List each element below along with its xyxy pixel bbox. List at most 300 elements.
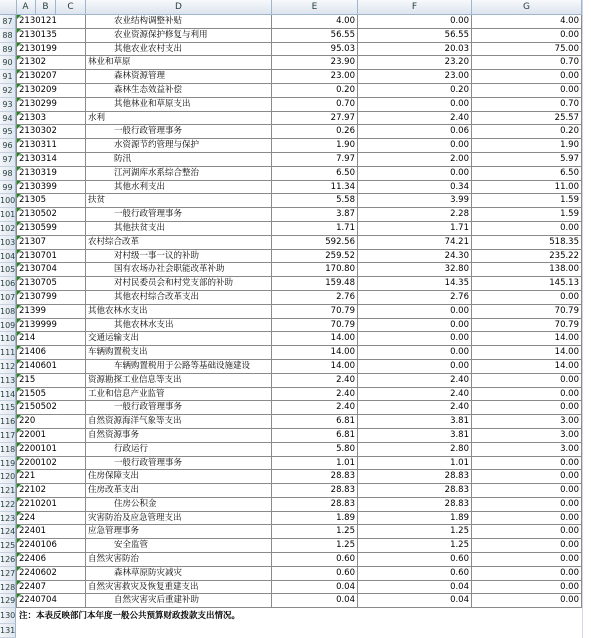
project-cell[interactable]: 3.00 — [472, 429, 582, 443]
code-cell[interactable]: 2130199 — [16, 43, 86, 57]
row-number[interactable]: 104 — [0, 250, 16, 264]
basic-cell[interactable]: 56.55 — [358, 29, 472, 43]
row-number[interactable]: 102 — [0, 222, 16, 236]
total-cell[interactable]: 2.40 — [272, 401, 358, 415]
project-cell[interactable]: 25.57 — [472, 112, 582, 126]
basic-cell[interactable]: 0.60 — [358, 567, 472, 581]
table-row — [0, 84, 591, 98]
name-cell[interactable]: 扶贫 — [86, 194, 272, 208]
basic-cell[interactable]: 0.00 — [358, 360, 472, 374]
project-cell[interactable]: 0.00 — [472, 539, 582, 553]
basic-cell[interactable]: 14.35 — [358, 277, 472, 291]
table-row — [0, 443, 591, 457]
name-cell[interactable]: 森林生态效益补偿 — [86, 84, 272, 98]
table-row — [0, 594, 591, 608]
code-cell[interactable]: 21302 — [16, 56, 86, 70]
project-cell[interactable]: 70.79 — [472, 319, 582, 333]
code-cell[interactable]: 2130121 — [16, 15, 86, 29]
code-cell[interactable]: 221 — [16, 470, 86, 484]
code-cell[interactable]: 2130311 — [16, 139, 86, 153]
total-cell[interactable]: 70.79 — [272, 319, 358, 333]
row-number[interactable]: 109 — [0, 319, 16, 333]
table-row — [0, 236, 591, 250]
row-number[interactable]: 126 — [0, 553, 16, 567]
project-cell[interactable]: 0.00 — [472, 84, 582, 98]
name-cell[interactable]: 林业和草原 — [86, 56, 272, 70]
code-cell[interactable]: 2130701 — [16, 250, 86, 264]
name-cell[interactable]: 其他农业农村支出 — [86, 43, 272, 57]
name-cell[interactable]: 森林资源管理 — [86, 70, 272, 84]
code-cell[interactable]: 2130299 — [16, 98, 86, 112]
project-cell[interactable]: 0.00 — [472, 222, 582, 236]
total-cell[interactable]: 0.04 — [272, 594, 358, 608]
name-cell[interactable]: 交通运输支出 — [86, 332, 272, 346]
project-cell[interactable]: 0.00 — [472, 581, 582, 595]
basic-cell[interactable]: 0.00 — [358, 305, 472, 319]
basic-cell[interactable]: 2.28 — [358, 208, 472, 222]
table-row — [0, 70, 591, 84]
basic-cell[interactable]: 2.76 — [358, 291, 472, 305]
total-cell[interactable]: 3.87 — [272, 208, 358, 222]
basic-cell[interactable]: 0.04 — [358, 594, 472, 608]
project-cell[interactable]: 14.00 — [472, 332, 582, 346]
row-number[interactable]: 121 — [0, 484, 16, 498]
basic-cell[interactable]: 0.00 — [358, 15, 472, 29]
project-cell[interactable]: 0.00 — [472, 594, 582, 608]
basic-cell[interactable]: 3.81 — [358, 429, 472, 443]
project-cell[interactable]: 235.22 — [472, 250, 582, 264]
basic-cell[interactable]: 0.00 — [358, 98, 472, 112]
name-cell[interactable]: 农村综合改革 — [86, 236, 272, 250]
total-cell[interactable]: 2.40 — [272, 388, 358, 402]
name-cell[interactable]: 应急管理事务 — [86, 525, 272, 539]
column-header-g[interactable]: G — [472, 0, 582, 14]
row-number[interactable]: 129 — [0, 594, 16, 608]
row-number[interactable]: 125 — [0, 539, 16, 553]
code-cell[interactable]: 22102 — [16, 484, 86, 498]
row-number[interactable]: 106 — [0, 277, 16, 291]
table-row — [0, 539, 591, 553]
table-row — [0, 112, 591, 126]
row-number[interactable]: 90 — [0, 56, 16, 70]
name-cell[interactable]: 自然资源海洋气象等支出 — [86, 415, 272, 429]
basic-cell[interactable]: 1.25 — [358, 539, 472, 553]
total-cell[interactable]: 23.90 — [272, 56, 358, 70]
row-number[interactable]: 96 — [0, 139, 16, 153]
total-cell[interactable]: 1.71 — [272, 222, 358, 236]
total-cell[interactable]: 27.97 — [272, 112, 358, 126]
row-number[interactable]: 114 — [0, 388, 16, 402]
row-number[interactable]: 115 — [0, 401, 16, 415]
total-cell[interactable]: 7.97 — [272, 153, 358, 167]
table-row — [0, 222, 591, 236]
total-cell[interactable]: 1.25 — [272, 525, 358, 539]
name-cell[interactable]: 对村级一事一议的补助 — [86, 250, 272, 264]
row-number[interactable]: 108 — [0, 305, 16, 319]
column-header-b[interactable]: B — [36, 0, 56, 14]
basic-cell[interactable]: 0.06 — [358, 125, 472, 139]
code-cell[interactable]: 2130399 — [16, 181, 86, 195]
table-row — [0, 56, 591, 70]
column-header-c[interactable]: C — [56, 0, 86, 14]
code-cell[interactable]: 21505 — [16, 388, 86, 402]
table-row — [0, 332, 591, 346]
row-number[interactable]: 97 — [0, 153, 16, 167]
project-cell[interactable]: 3.00 — [472, 415, 582, 429]
sheet-rows — [0, 15, 591, 638]
code-cell[interactable]: 21305 — [16, 194, 86, 208]
name-cell[interactable]: 一般行政管理事务 — [86, 125, 272, 139]
table-row — [0, 525, 591, 539]
basic-cell[interactable]: 32.80 — [358, 263, 472, 277]
project-cell[interactable]: 1.59 — [472, 194, 582, 208]
total-cell[interactable]: 0.60 — [272, 553, 358, 567]
project-cell[interactable]: 70.79 — [472, 305, 582, 319]
project-cell[interactable]: 0.00 — [472, 470, 582, 484]
table-row — [0, 263, 591, 277]
basic-cell[interactable]: 0.00 — [358, 319, 472, 333]
basic-cell[interactable]: 1.71 — [358, 222, 472, 236]
row-number[interactable]: 128 — [0, 581, 16, 595]
project-cell[interactable]: 0.00 — [472, 457, 582, 471]
row-number[interactable]: 100 — [0, 194, 16, 208]
table-row — [0, 567, 591, 581]
footnote-text[interactable]: 注：本表反映部门本年度一般公共预算财政拨款支出情况。 — [19, 611, 241, 622]
project-cell[interactable]: 5.97 — [472, 153, 582, 167]
name-cell[interactable]: 其他农林水支出 — [86, 319, 272, 333]
total-cell[interactable]: 28.83 — [272, 470, 358, 484]
basic-cell[interactable]: 3.99 — [358, 194, 472, 208]
total-cell[interactable]: 23.00 — [272, 70, 358, 84]
row-number[interactable]: 99 — [0, 181, 16, 195]
total-cell[interactable]: 14.00 — [272, 346, 358, 360]
table-row — [0, 470, 591, 484]
basic-cell[interactable]: 2.40 — [358, 112, 472, 126]
row-number[interactable]: 130 — [0, 608, 16, 624]
name-cell[interactable]: 自然灾害灾后重建补助 — [86, 594, 272, 608]
basic-cell[interactable]: 0.00 — [358, 332, 472, 346]
project-cell[interactable]: 1.59 — [472, 208, 582, 222]
basic-cell[interactable]: 20.03 — [358, 43, 472, 57]
name-cell[interactable]: 行政运行 — [86, 443, 272, 457]
table-row — [0, 208, 591, 222]
name-cell[interactable]: 其他农林水支出 — [86, 305, 272, 319]
row-number[interactable]: 95 — [0, 125, 16, 139]
total-cell[interactable]: 1.89 — [272, 512, 358, 526]
code-cell[interactable]: 2130705 — [16, 277, 86, 291]
row-number[interactable]: 88 — [0, 29, 16, 43]
total-cell[interactable]: 159.48 — [272, 277, 358, 291]
total-cell[interactable]: 4.00 — [272, 15, 358, 29]
code-cell[interactable]: 2130135 — [16, 29, 86, 43]
basic-cell[interactable]: 24.30 — [358, 250, 472, 264]
basic-cell[interactable]: 74.21 — [358, 236, 472, 250]
basic-cell[interactable]: 2.40 — [358, 388, 472, 402]
table-row — [0, 360, 591, 374]
total-cell[interactable]: 1.90 — [272, 139, 358, 153]
table-row — [0, 374, 591, 388]
basic-cell[interactable]: 0.00 — [358, 139, 472, 153]
total-cell[interactable]: 6.81 — [272, 429, 358, 443]
code-cell[interactable]: 214 — [16, 332, 86, 346]
code-cell[interactable]: 2240106 — [16, 539, 86, 553]
project-cell[interactable]: 0.00 — [472, 525, 582, 539]
project-cell[interactable]: 0.00 — [472, 567, 582, 581]
basic-cell[interactable]: 2.40 — [358, 401, 472, 415]
code-cell[interactable]: 2210201 — [16, 498, 86, 512]
project-cell[interactable]: 0.00 — [472, 29, 582, 43]
row-number[interactable]: 127 — [0, 567, 16, 581]
name-cell[interactable]: 住房保障支出 — [86, 470, 272, 484]
column-header-e[interactable]: E — [272, 0, 358, 14]
total-cell[interactable]: 28.83 — [272, 484, 358, 498]
code-cell[interactable]: 2139999 — [16, 319, 86, 333]
code-cell[interactable]: 2240602 — [16, 567, 86, 581]
row-number[interactable]: 89 — [0, 43, 16, 57]
table-row — [0, 512, 591, 526]
name-cell[interactable]: 防汛 — [86, 153, 272, 167]
code-cell[interactable]: 21399 — [16, 305, 86, 319]
row-number[interactable]: 119 — [0, 457, 16, 471]
name-cell[interactable]: 自然灾害防治 — [86, 553, 272, 567]
project-cell[interactable]: 0.00 — [472, 388, 582, 402]
code-cell[interactable]: 22406 — [16, 553, 86, 567]
name-cell[interactable]: 国有农场办社会职能改革补助 — [86, 263, 272, 277]
total-cell[interactable]: 6.50 — [272, 167, 358, 181]
total-cell[interactable]: 6.81 — [272, 415, 358, 429]
name-cell[interactable]: 车辆购置税支出 — [86, 346, 272, 360]
row-number[interactable]: 105 — [0, 263, 16, 277]
name-cell[interactable]: 水利 — [86, 112, 272, 126]
project-cell[interactable]: 0.00 — [472, 374, 582, 388]
code-cell[interactable]: 22407 — [16, 581, 86, 595]
row-number[interactable]: 107 — [0, 291, 16, 305]
basic-cell[interactable]: 28.83 — [358, 498, 472, 512]
total-cell[interactable]: 592.56 — [272, 236, 358, 250]
total-cell[interactable]: 56.55 — [272, 29, 358, 43]
row-number[interactable]: 91 — [0, 70, 16, 84]
total-cell[interactable]: 170.80 — [272, 263, 358, 277]
project-cell[interactable]: 518.35 — [472, 236, 582, 250]
name-cell[interactable]: 住房改革支出 — [86, 484, 272, 498]
name-cell[interactable]: 对村民委员会和村党支部的补助 — [86, 277, 272, 291]
code-cell[interactable]: 2130314 — [16, 153, 86, 167]
project-cell[interactable]: 11.00 — [472, 181, 582, 195]
name-cell[interactable]: 其他水利支出 — [86, 181, 272, 195]
total-cell[interactable]: 11.34 — [272, 181, 358, 195]
table-row — [0, 250, 591, 264]
code-cell[interactable]: 215 — [16, 374, 86, 388]
code-cell[interactable]: 21406 — [16, 346, 86, 360]
project-cell[interactable]: 145.13 — [472, 277, 582, 291]
total-cell[interactable]: 0.20 — [272, 84, 358, 98]
row-number[interactable]: 117 — [0, 429, 16, 443]
table-row — [0, 153, 591, 167]
sheet-right-edge — [582, 0, 591, 638]
row-number[interactable]: 93 — [0, 98, 16, 112]
row-number[interactable]: 94 — [0, 112, 16, 126]
code-cell[interactable]: 21307 — [16, 236, 86, 250]
row-number[interactable]: 118 — [0, 443, 16, 457]
total-cell[interactable]: 0.26 — [272, 125, 358, 139]
code-cell[interactable]: 2130704 — [16, 263, 86, 277]
row-number[interactable]: 131 — [0, 624, 16, 638]
basic-cell[interactable]: 2.00 — [358, 153, 472, 167]
column-header-a[interactable]: A — [16, 0, 36, 14]
table-row — [0, 346, 591, 360]
row-number[interactable]: 87 — [0, 15, 16, 29]
total-cell[interactable]: 259.52 — [272, 250, 358, 264]
code-cell[interactable]: 2130319 — [16, 167, 86, 181]
row-number[interactable]: 92 — [0, 84, 16, 98]
code-cell[interactable]: 2200101 — [16, 443, 86, 457]
project-cell[interactable]: 14.00 — [472, 360, 582, 374]
basic-cell[interactable]: 1.25 — [358, 525, 472, 539]
total-cell[interactable]: 5.58 — [272, 194, 358, 208]
basic-cell[interactable]: 1.01 — [358, 457, 472, 471]
project-cell[interactable]: 0.00 — [472, 484, 582, 498]
name-cell[interactable]: 一般行政管理事务 — [86, 457, 272, 471]
total-cell[interactable]: 2.76 — [272, 291, 358, 305]
name-cell[interactable]: 江河湖库水系综合整治 — [86, 167, 272, 181]
total-cell[interactable]: 0.70 — [272, 98, 358, 112]
basic-cell[interactable]: 23.20 — [358, 56, 472, 70]
name-cell[interactable]: 工业和信息产业监管 — [86, 388, 272, 402]
column-header-d[interactable]: D — [86, 0, 272, 14]
name-cell[interactable]: 资源勘探工业信息等支出 — [86, 374, 272, 388]
code-cell[interactable]: 2150502 — [16, 401, 86, 415]
basic-cell[interactable]: 28.83 — [358, 484, 472, 498]
table-row — [0, 401, 591, 415]
name-cell[interactable]: 其他扶贫支出 — [86, 222, 272, 236]
basic-cell[interactable]: 0.20 — [358, 84, 472, 98]
basic-cell[interactable]: 2.40 — [358, 374, 472, 388]
total-cell[interactable]: 14.00 — [272, 360, 358, 374]
project-cell[interactable]: 0.70 — [472, 56, 582, 70]
code-cell[interactable]: 22401 — [16, 525, 86, 539]
project-cell[interactable]: 1.90 — [472, 139, 582, 153]
project-cell[interactable]: 6.50 — [472, 167, 582, 181]
name-cell[interactable]: 农业资源保护修复与利用 — [86, 29, 272, 43]
row-number[interactable]: 116 — [0, 415, 16, 429]
table-row — [0, 415, 591, 429]
table-row — [0, 181, 591, 195]
name-cell[interactable]: 农业结构调整补贴 — [86, 15, 272, 29]
project-cell[interactable]: 0.20 — [472, 125, 582, 139]
project-cell[interactable]: 0.00 — [472, 291, 582, 305]
row-number[interactable]: 103 — [0, 236, 16, 250]
row-number[interactable]: 101 — [0, 208, 16, 222]
project-cell[interactable]: 138.00 — [472, 263, 582, 277]
table-row — [0, 43, 591, 57]
project-cell[interactable]: 0.00 — [472, 553, 582, 567]
code-cell[interactable]: 2140601 — [16, 360, 86, 374]
code-cell[interactable]: 2200102 — [16, 457, 86, 471]
code-cell[interactable]: 21303 — [16, 112, 86, 126]
total-cell[interactable]: 14.00 — [272, 332, 358, 346]
code-cell[interactable]: 224 — [16, 512, 86, 526]
total-cell[interactable]: 2.40 — [272, 374, 358, 388]
total-cell[interactable]: 5.80 — [272, 443, 358, 457]
total-cell[interactable]: 70.79 — [272, 305, 358, 319]
row-number[interactable]: 112 — [0, 360, 16, 374]
total-cell[interactable]: 95.03 — [272, 43, 358, 57]
code-cell[interactable]: 2130207 — [16, 70, 86, 84]
row-number[interactable]: 122 — [0, 498, 16, 512]
basic-cell[interactable]: 23.00 — [358, 70, 472, 84]
project-cell[interactable]: 3.00 — [472, 443, 582, 457]
table-row — [0, 167, 591, 181]
total-cell[interactable]: 0.60 — [272, 567, 358, 581]
name-cell[interactable]: 住房公积金 — [86, 498, 272, 512]
project-cell[interactable]: 14.00 — [472, 346, 582, 360]
basic-cell[interactable]: 2.80 — [358, 443, 472, 457]
total-cell[interactable]: 0.04 — [272, 581, 358, 595]
code-cell[interactable]: 2130502 — [16, 208, 86, 222]
project-cell[interactable]: 0.00 — [472, 498, 582, 512]
project-cell[interactable]: 0.00 — [472, 401, 582, 415]
total-cell[interactable]: 1.01 — [272, 457, 358, 471]
code-cell[interactable]: 2130209 — [16, 84, 86, 98]
basic-cell[interactable]: 0.60 — [358, 553, 472, 567]
row-number[interactable]: 110 — [0, 332, 16, 346]
project-cell[interactable]: 0.70 — [472, 98, 582, 112]
project-cell[interactable]: 0.00 — [472, 70, 582, 84]
code-cell[interactable]: 22001 — [16, 429, 86, 443]
name-cell[interactable]: 安全监管 — [86, 539, 272, 553]
row-number[interactable]: 124 — [0, 525, 16, 539]
total-cell[interactable]: 1.25 — [272, 539, 358, 553]
project-cell[interactable]: 75.00 — [472, 43, 582, 57]
name-cell[interactable]: 车辆购置税用于公路等基础设施建设 — [86, 360, 272, 374]
basic-cell[interactable]: 3.81 — [358, 415, 472, 429]
project-cell[interactable]: 4.00 — [472, 15, 582, 29]
row-number[interactable]: 123 — [0, 512, 16, 526]
code-cell[interactable]: 2240704 — [16, 594, 86, 608]
project-cell[interactable]: 0.00 — [472, 512, 582, 526]
row-number[interactable]: 98 — [0, 167, 16, 181]
name-cell[interactable]: 灾害防治及应急管理支出 — [86, 512, 272, 526]
code-cell[interactable]: 2130302 — [16, 125, 86, 139]
table-row — [0, 15, 591, 29]
name-cell[interactable]: 其他农村综合改革支出 — [86, 291, 272, 305]
name-cell[interactable]: 自然资源事务 — [86, 429, 272, 443]
column-header-bar — [0, 0, 591, 15]
table-row — [0, 125, 591, 139]
name-cell[interactable]: 森林草原防灾减灾 — [86, 567, 272, 581]
row-number[interactable]: 113 — [0, 374, 16, 388]
basic-cell[interactable]: 0.00 — [358, 167, 472, 181]
name-cell[interactable]: 一般行政管理事务 — [86, 401, 272, 415]
column-header-f[interactable]: F — [358, 0, 472, 14]
total-cell[interactable]: 28.83 — [272, 498, 358, 512]
code-cell[interactable]: 2130799 — [16, 291, 86, 305]
code-cell[interactable]: 220 — [16, 415, 86, 429]
basic-cell[interactable]: 28.83 — [358, 470, 472, 484]
basic-cell[interactable]: 0.04 — [358, 581, 472, 595]
code-cell[interactable]: 2130599 — [16, 222, 86, 236]
row-number[interactable]: 111 — [0, 346, 16, 360]
basic-cell[interactable]: 1.89 — [358, 512, 472, 526]
basic-cell[interactable]: 0.00 — [358, 346, 472, 360]
name-cell[interactable]: 其他林业和草原支出 — [86, 98, 272, 112]
select-all-corner[interactable] — [0, 0, 17, 14]
name-cell[interactable]: 水资源节约管理与保护 — [86, 139, 272, 153]
name-cell[interactable]: 自然灾害救灾及恢复重建支出 — [86, 581, 272, 595]
basic-cell[interactable]: 0.34 — [358, 181, 472, 195]
row-number[interactable]: 120 — [0, 470, 16, 484]
name-cell[interactable]: 一般行政管理事务 — [86, 208, 272, 222]
